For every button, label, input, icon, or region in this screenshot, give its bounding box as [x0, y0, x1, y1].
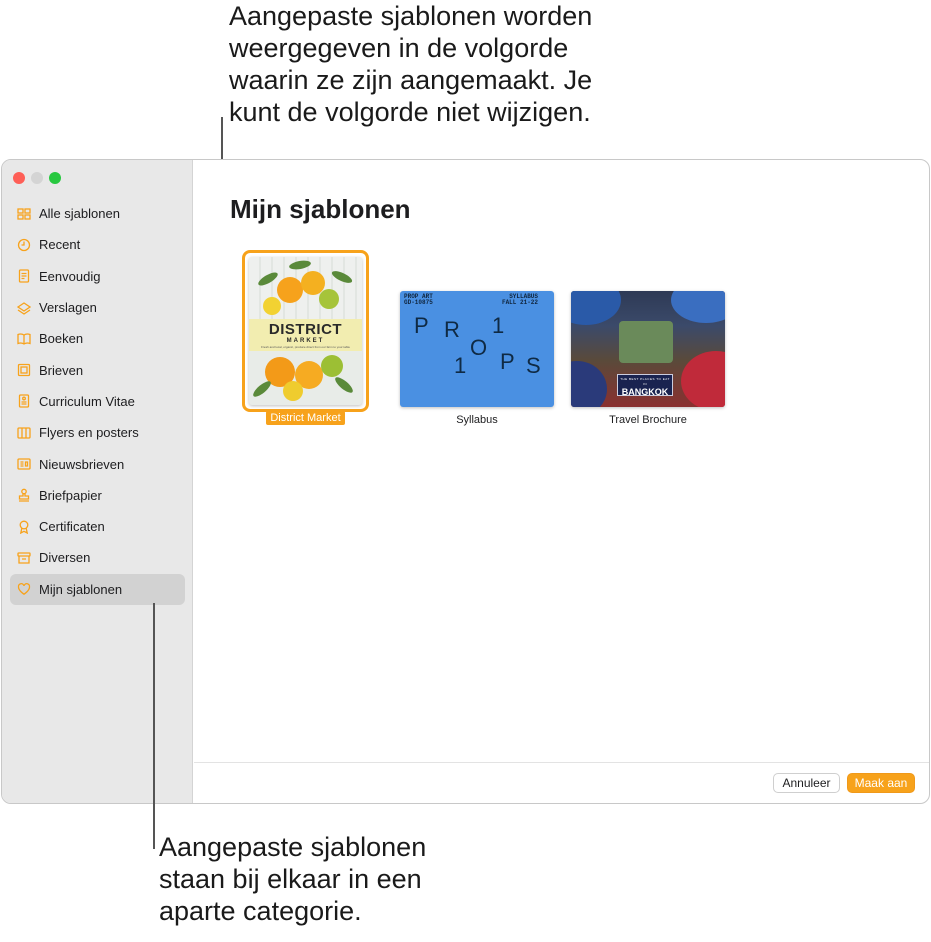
umbrella-4 [571, 361, 607, 407]
cover-city: BANGKOK [621, 387, 669, 397]
template-thumbnail [400, 291, 554, 407]
callout-bottom-line-2: staan bij elkaar in een [159, 864, 422, 894]
letter-icon [16, 362, 32, 378]
callout-top-line-4: kunt de volgorde niet wijzigen. [229, 97, 591, 127]
template-label: Travel Brochure [609, 414, 687, 426]
cover-course-code: GD-10875 [404, 299, 433, 306]
callout-top-line-2: weergegeven in de volgorde [229, 33, 569, 63]
template-district-market[interactable] [249, 257, 362, 426]
ribbon-icon [16, 519, 32, 535]
cover-kicker: THE BEST PLACES TO EAT IN [620, 377, 670, 386]
document-icon [16, 268, 32, 284]
template-gallery [194, 160, 929, 803]
sidebar-item-label: Diversen [39, 550, 91, 566]
sidebar-item-label: Curriculum Vitae [39, 393, 135, 409]
lemon-2 [283, 381, 303, 401]
lemon-1 [263, 297, 281, 315]
orange-1 [277, 277, 303, 303]
template-thumbnail [249, 257, 362, 405]
cover-badge [617, 374, 673, 396]
cover-tagline: Fresh and local, organic, produce direct from our farm to your table [261, 345, 350, 349]
callout-bottom-leader [153, 603, 155, 849]
sidebar-item-label: Flyers en posters [39, 425, 139, 441]
sidebar-item-flyers-en-posters[interactable] [10, 417, 185, 448]
cover-subtitle: MARKET [286, 338, 325, 344]
sidebar-item-nieuwsbrieven[interactable] [10, 448, 185, 479]
callout-bottom [159, 831, 479, 927]
template-travel-brochure[interactable] [571, 291, 725, 428]
cover-letter: O [470, 335, 488, 360]
sidebar-item-label: Brieven [39, 362, 84, 378]
sidebar-item-diversen[interactable] [10, 542, 185, 573]
cover-course-name: PROP ART [404, 293, 433, 300]
page-title: Mijn sjablonen [230, 194, 411, 224]
lime-1 [319, 289, 339, 309]
callout-top [229, 0, 649, 128]
sidebar-item-label: Mijn sjablonen [39, 581, 123, 597]
leaf-4 [333, 375, 355, 395]
category-list [10, 198, 185, 605]
template-thumbnail [571, 291, 725, 407]
cover-term: FALL 21-22 [501, 299, 538, 306]
create-button[interactable]: Maak aan [847, 773, 915, 793]
sidebar-item-eenvoudig[interactable] [10, 261, 185, 292]
sidebar-item-alle-sjablonen[interactable] [10, 198, 185, 229]
footer-bar [194, 762, 929, 803]
lime-2 [321, 355, 343, 377]
callout-bottom-line-1: Aangepaste sjablonen [159, 832, 427, 862]
flyer-icon [16, 425, 32, 441]
callout-bottom-line-3: aparte categorie. [159, 896, 362, 926]
sidebar-item-verslagen[interactable] [10, 292, 185, 323]
sidebar-item-recent[interactable] [10, 229, 185, 260]
callout-top-line-3: waarin ze zijn aangemaakt. Je [229, 65, 593, 95]
zoom-window-button[interactable] [49, 172, 61, 184]
newsletter-icon [16, 456, 32, 472]
clock-icon [16, 237, 32, 253]
stamp-icon [16, 487, 32, 503]
heart-icon [16, 581, 32, 597]
sidebar [2, 160, 193, 803]
cancel-button[interactable]: Annuleer [773, 773, 840, 793]
template-syllabus[interactable] [400, 291, 554, 428]
leaf-5 [251, 379, 273, 399]
sidebar-item-label: Certificaten [39, 519, 105, 535]
cover-band [249, 319, 362, 351]
cover-letter: 1 [492, 313, 505, 338]
umbrella-2 [671, 291, 725, 323]
grid-icon [16, 206, 32, 222]
template-chooser-window [1, 159, 930, 804]
sidebar-item-brieven[interactable] [10, 354, 185, 385]
cover-letter: 1 [454, 353, 467, 378]
template-label: District Market [266, 411, 344, 425]
cover-letter: S [526, 353, 541, 378]
sidebar-item-label: Verslagen [39, 300, 97, 316]
cover-letter: P [500, 349, 515, 374]
sidebar-item-label: Boeken [39, 331, 84, 347]
market-stall [619, 321, 673, 363]
sidebar-item-boeken[interactable] [10, 323, 185, 354]
resume-icon [16, 393, 32, 409]
sidebar-item-label: Recent [39, 237, 81, 253]
cover-title: DISTRICT [268, 321, 343, 338]
report-icon [16, 300, 32, 316]
sidebar-item-label: Eenvoudig [39, 268, 101, 284]
window-controls [13, 172, 61, 184]
sidebar-item-curriculum-vitae[interactable] [10, 386, 185, 417]
sidebar-item-certificaten[interactable] [10, 511, 185, 542]
book-icon [16, 331, 32, 347]
sidebar-item-label: Nieuwsbrieven [39, 456, 125, 472]
umbrella-1 [571, 291, 621, 325]
archive-icon [16, 550, 32, 566]
callout-top-line-1: Aangepaste sjablonen worden [229, 1, 593, 31]
sidebar-item-label: Briefpapier [39, 487, 102, 503]
cover-doc-type: SYLLABUS [509, 293, 538, 300]
minimize-window-button[interactable] [31, 172, 43, 184]
close-window-button[interactable] [13, 172, 25, 184]
umbrella-3 [681, 351, 725, 407]
sidebar-item-briefpapier[interactable] [10, 480, 185, 511]
cover-letter: R [444, 317, 460, 342]
sidebar-item-mijn-sjablonen[interactable] [10, 574, 185, 605]
sidebar-item-label: Alle sjablonen [39, 206, 120, 222]
cover-letter: P [414, 313, 429, 338]
template-label: Syllabus [456, 414, 498, 426]
